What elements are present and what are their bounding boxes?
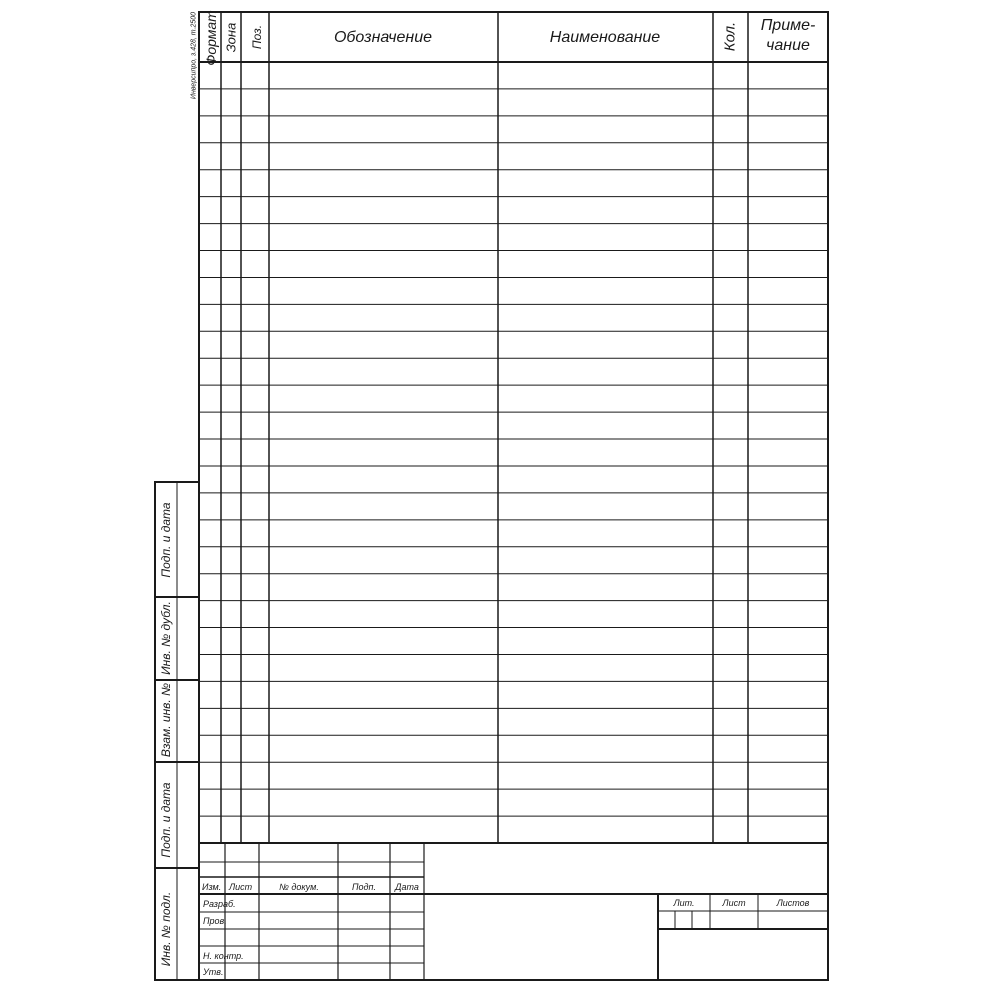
tb-n-kontr: Н. контр.: [203, 951, 244, 961]
header-zone: Зона: [223, 22, 239, 53]
tb-sign: Подп.: [352, 882, 376, 892]
tb-izm: Изм.: [202, 882, 222, 892]
side-label-vzam-inv: Взам. инв. №: [159, 682, 173, 758]
print-note: Инверсипро, з.428, т.2500: [190, 11, 198, 100]
header-designation: Обозначение: [333, 29, 432, 46]
side-label-sign-date-top: Подп. и дата: [159, 502, 173, 578]
header-pos: Поз.: [250, 24, 264, 50]
header-format: Формат: [203, 10, 219, 66]
tb-doc-no: № докум.: [279, 882, 319, 892]
tb-date: Дата: [395, 882, 419, 892]
side-label-inv-orig: Инв. № подл.: [159, 891, 173, 967]
header-name: Наименование: [549, 29, 661, 46]
header-note-line1: Приме-: [760, 17, 816, 34]
side-label-inv-dup: Инв. № дубл.: [159, 601, 173, 675]
side-label-sign-date-bottom: Подп. и дата: [159, 782, 173, 858]
tb-razrab: Разраб.: [203, 899, 236, 909]
tb-list: Лист: [229, 882, 253, 892]
tb-sheet: Лист: [722, 898, 746, 908]
header-note-line2: чание: [766, 37, 810, 54]
header-qty: Кол.: [721, 21, 739, 52]
tb-prov: Пров.: [203, 916, 227, 926]
tb-sheets: Листов: [776, 898, 810, 908]
tb-lit: Лит.: [673, 898, 695, 908]
tb-utv: Утв.: [203, 967, 224, 977]
outer-frame: [199, 12, 828, 980]
